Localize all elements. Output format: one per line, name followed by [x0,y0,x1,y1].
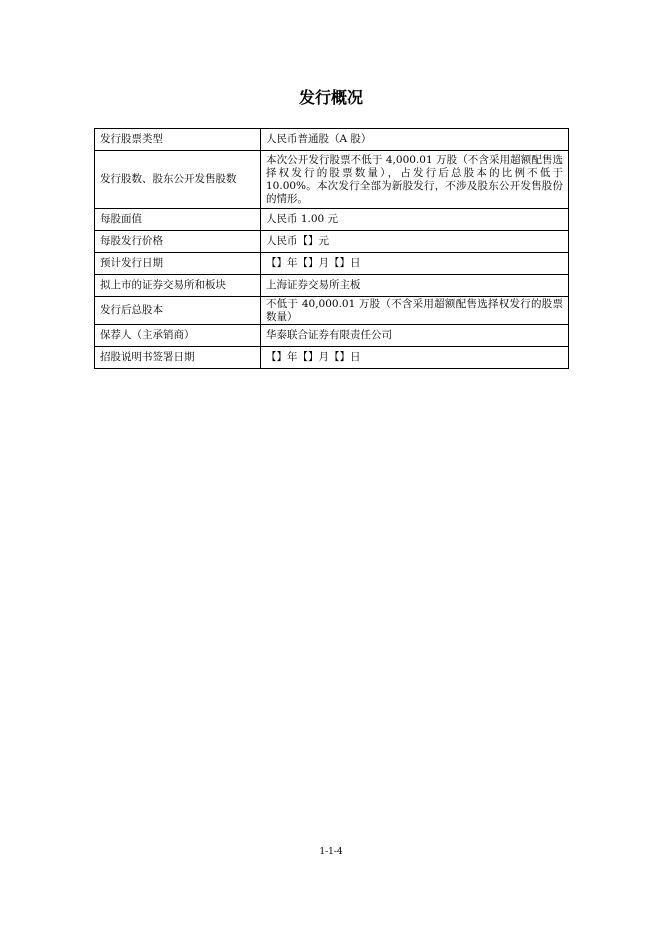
table-row [95,253,569,275]
table-row [95,209,569,231]
row-label-stock-type: 发行股票类型 [95,129,261,151]
table-row [95,275,569,297]
table-row [95,297,569,325]
row-value-stock-type: 人民币普通股（A 股） [261,129,569,151]
row-value-issue-date: 【】年【】月【】日 [261,253,569,275]
table-row [95,151,569,209]
table-row [95,347,569,369]
row-label-par-value: 每股面值 [95,209,261,231]
row-value-shares-issued: 本次公开发行股票不低于 4,000.01 万股（不含采用超额配售选择权发行的股票数量），占发行后总股本的比例不低于 10.00%。本次发行全部为新股发行，不涉及股东公开发售股份的情形。 [261,151,569,209]
row-label-shares-issued: 发行股数、股东公开发售股数 [95,151,261,209]
row-value-total-shares: 不低于 40,000.01 万股（不含采用超额配售选择权发行的股票数量） [261,297,569,325]
row-value-exchange: 上海证券交易所主板 [261,275,569,297]
row-label-signing-date: 招股说明书签署日期 [95,347,261,369]
row-label-sponsor: 保荐人（主承销商） [95,325,261,347]
page-number: 1-1-4 [319,847,343,857]
page-title: 发行概况 [298,88,363,107]
row-label-issue-price: 每股发行价格 [95,231,261,253]
row-value-signing-date: 【】年【】月【】日 [261,347,569,369]
row-label-issue-date: 预计发行日期 [95,253,261,275]
table-row [95,231,569,253]
row-value-par-value: 人民币 1.00 元 [261,209,569,231]
row-value-issue-price: 人民币【】元 [261,231,569,253]
table-row [95,129,569,151]
table-row [95,325,569,347]
offering-overview-table [94,128,569,369]
row-label-total-shares: 发行后总股本 [95,297,261,325]
row-value-sponsor: 华泰联合证券有限责任公司 [261,325,569,347]
row-label-exchange: 拟上市的证券交易所和板块 [95,275,261,297]
